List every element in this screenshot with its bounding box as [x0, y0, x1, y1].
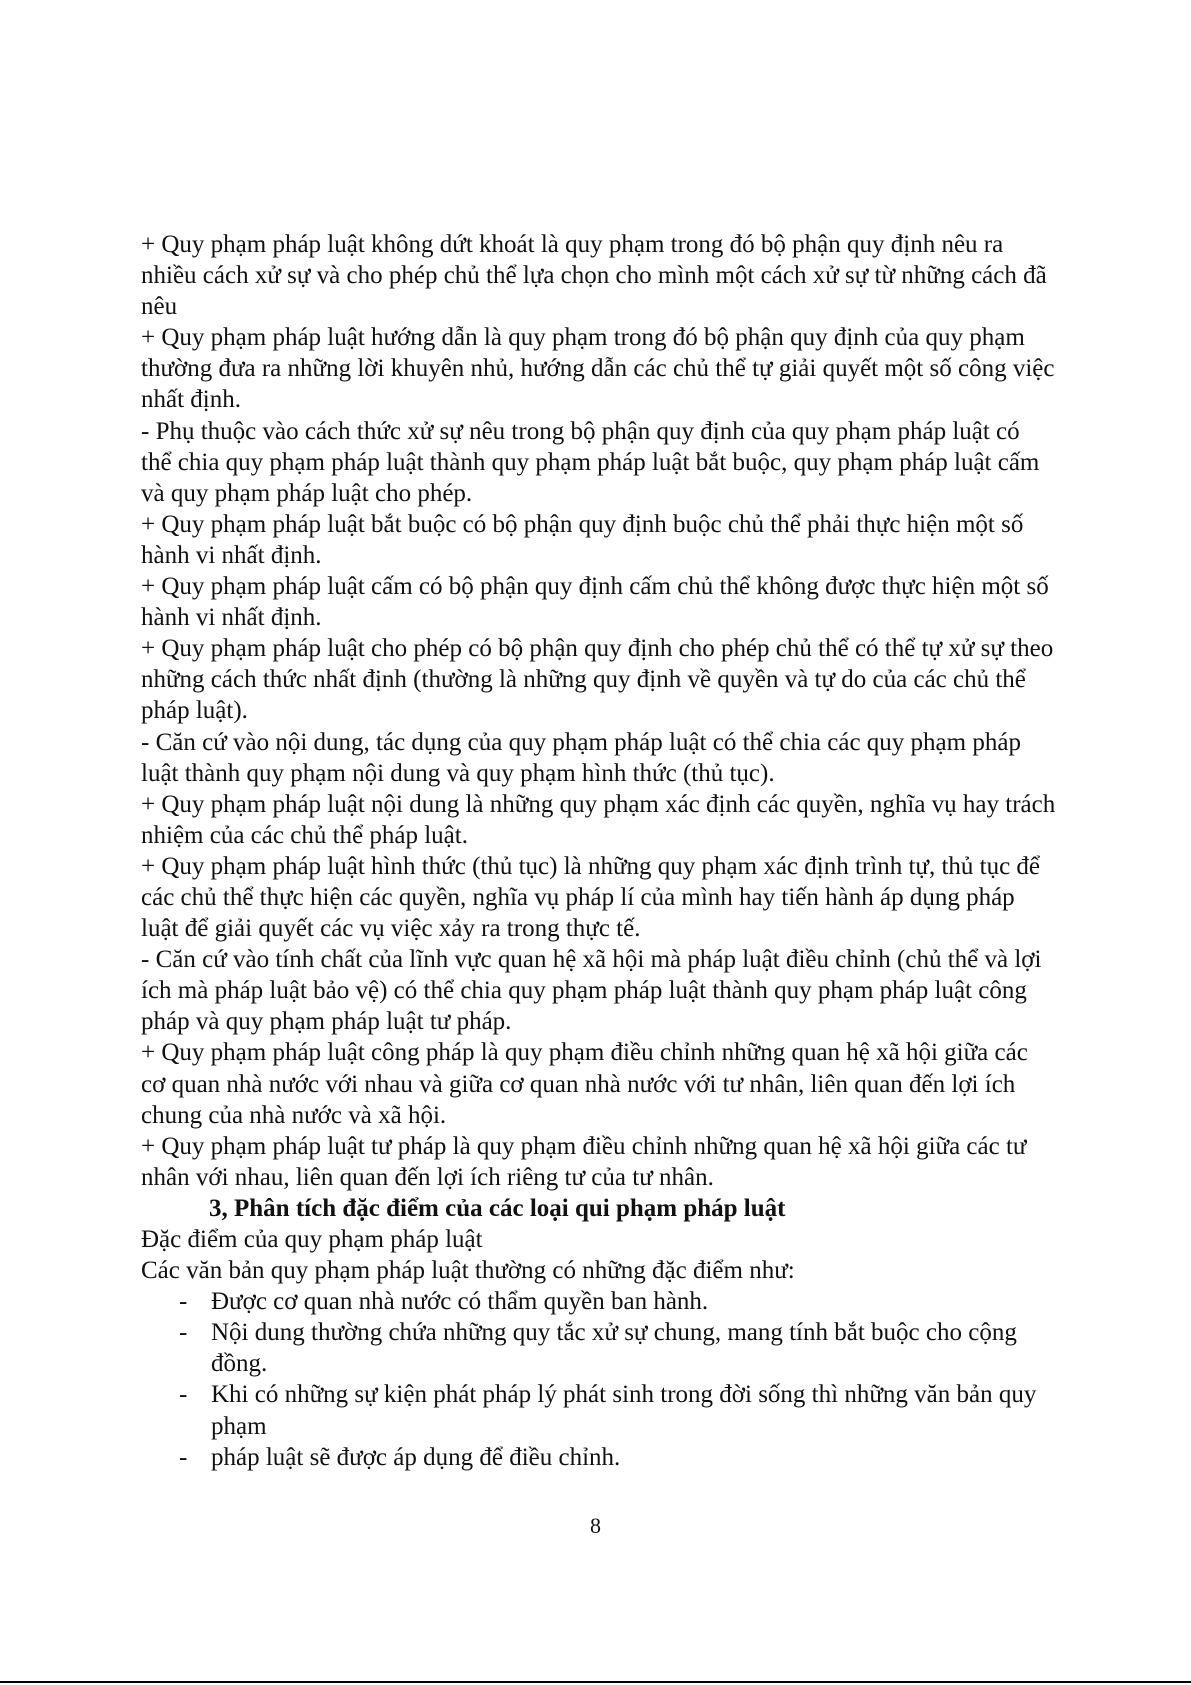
- list-item: [141, 1317, 1056, 1379]
- list-item: [141, 1286, 1056, 1317]
- paragraph-permissive-norm: + Quy phạm pháp luật cho phép có bộ phận quy định cho phép chủ thể có thể tự xử sự theo những cách thức nhất định (thường là những quy định về quyền và tự do của các chủ thể pháp luật).: [141, 635, 1054, 725]
- list-item-text: Khi có những sự kiện phát pháp lý phát sinh trong đời sống thì những văn bản quy phạm: [211, 1381, 1037, 1440]
- paragraph-classification-by-content: - Căn cứ vào nội dung, tác dụng của quy phạm pháp luật có thể chia các quy phạm pháp luật thành quy phạm nội dung và quy phạm hình thức (thủ tục).: [141, 728, 1021, 787]
- characteristics-list: [141, 1286, 1056, 1473]
- paragraph-nonbinding-norm: + Quy phạm pháp luật không dứt khoát là quy phạm trong đó bộ phận quy định nêu ra nhiều cách xử sự và cho phép chủ thể lựa chọn cho mình một cách xử sự từ những cách đã nêu: [141, 231, 1047, 321]
- document-body: [141, 229, 1056, 1473]
- paragraph-classification-by-field: - Căn cứ vào tính chất của lĩnh vực quan hệ xã hội mà pháp luật điều chỉnh (chủ thể và lợi ích mà pháp luật bảo vệ) có thể chia quy phạm pháp luật thành quy phạm pháp luật công pháp và quy phạm pháp luật tư pháp.: [141, 946, 1042, 1036]
- section-subheading: Đặc điểm của quy phạm pháp luật: [141, 1226, 483, 1253]
- list-marker: -: [179, 1288, 188, 1316]
- bottom-divider: [0, 1681, 1191, 1683]
- page-number: 8: [590, 1513, 601, 1538]
- paragraph-public-law-norm: + Quy phạm pháp luật công pháp là quy phạm điều chỉnh những quan hệ xã hội giữa các cơ quan nhà nước với nhau và giữa cơ quan nhà nước với tư nhân, liên quan đến lợi ích chung của nhà nước và xã hội.: [141, 1039, 1028, 1129]
- paragraph-private-law-norm: + Quy phạm pháp luật tư pháp là quy phạm điều chỉnh những quan hệ xã hội giữa các tư nhân với nhau, liên quan đến lợi ích riêng tư của tư nhân.: [141, 1132, 1027, 1191]
- paragraph-guiding-norm: + Quy phạm pháp luật hướng dẫn là quy phạm trong đó bộ phận quy định của quy phạm thường đưa ra những lời khuyên nhủ, hướng dẫn các chủ thể tự giải quyết một số công việc nhất định.: [141, 324, 1055, 414]
- list-marker: -: [179, 1443, 188, 1471]
- list-item: [141, 1442, 1056, 1473]
- list-item: [141, 1379, 1056, 1441]
- list-item-text: Được cơ quan nhà nước có thẩm quyền ban hành.: [211, 1288, 709, 1316]
- paragraph-prohibitive-norm: + Quy phạm pháp luật cấm có bộ phận quy định cấm chủ thể không được thực hiện một số hành vi nhất định.: [141, 573, 1049, 632]
- section-heading: 3, Phân tích đặc điểm của các loại qui phạm pháp luật: [209, 1194, 786, 1222]
- list-item-text: pháp luật sẽ được áp dụng để điều chỉnh.: [211, 1443, 621, 1471]
- list-intro: Các văn bản quy phạm pháp luật thường có những đặc điểm như:: [141, 1257, 795, 1285]
- list-marker: -: [179, 1319, 188, 1347]
- list-marker: -: [179, 1381, 188, 1409]
- paragraph-classification-by-conduct: - Phụ thuộc vào cách thức xử sự nêu trong bộ phận quy định của quy phạm pháp luật có thể chia quy phạm pháp luật thành quy phạm pháp luật bắt buộc, quy phạm pháp luật cấm và quy phạm pháp luật cho phép.: [141, 417, 1040, 507]
- paragraph-mandatory-norm: + Quy phạm pháp luật bắt buộc có bộ phận quy định buộc chủ thể phải thực hiện một số hành vi nhất định.: [141, 510, 1024, 569]
- list-item-text: Nội dung thường chứa những quy tắc xử sự chung, mang tính bắt buộc cho cộng đồng.: [211, 1319, 1017, 1378]
- paragraph-substantive-norm: + Quy phạm pháp luật nội dung là những quy phạm xác định các quyền, nghĩa vụ hay trách nhiệm của các chủ thể pháp luật.: [141, 790, 1056, 849]
- paragraph-procedural-norm: + Quy phạm pháp luật hình thức (thủ tục) là những quy phạm xác định trình tự, thủ tục để các chủ thể thực hiện các quyền, nghĩa vụ pháp lí của mình hay tiến hành áp dụng pháp luật để giải quyết các vụ việc xảy ra trong thực tế.: [141, 852, 1041, 943]
